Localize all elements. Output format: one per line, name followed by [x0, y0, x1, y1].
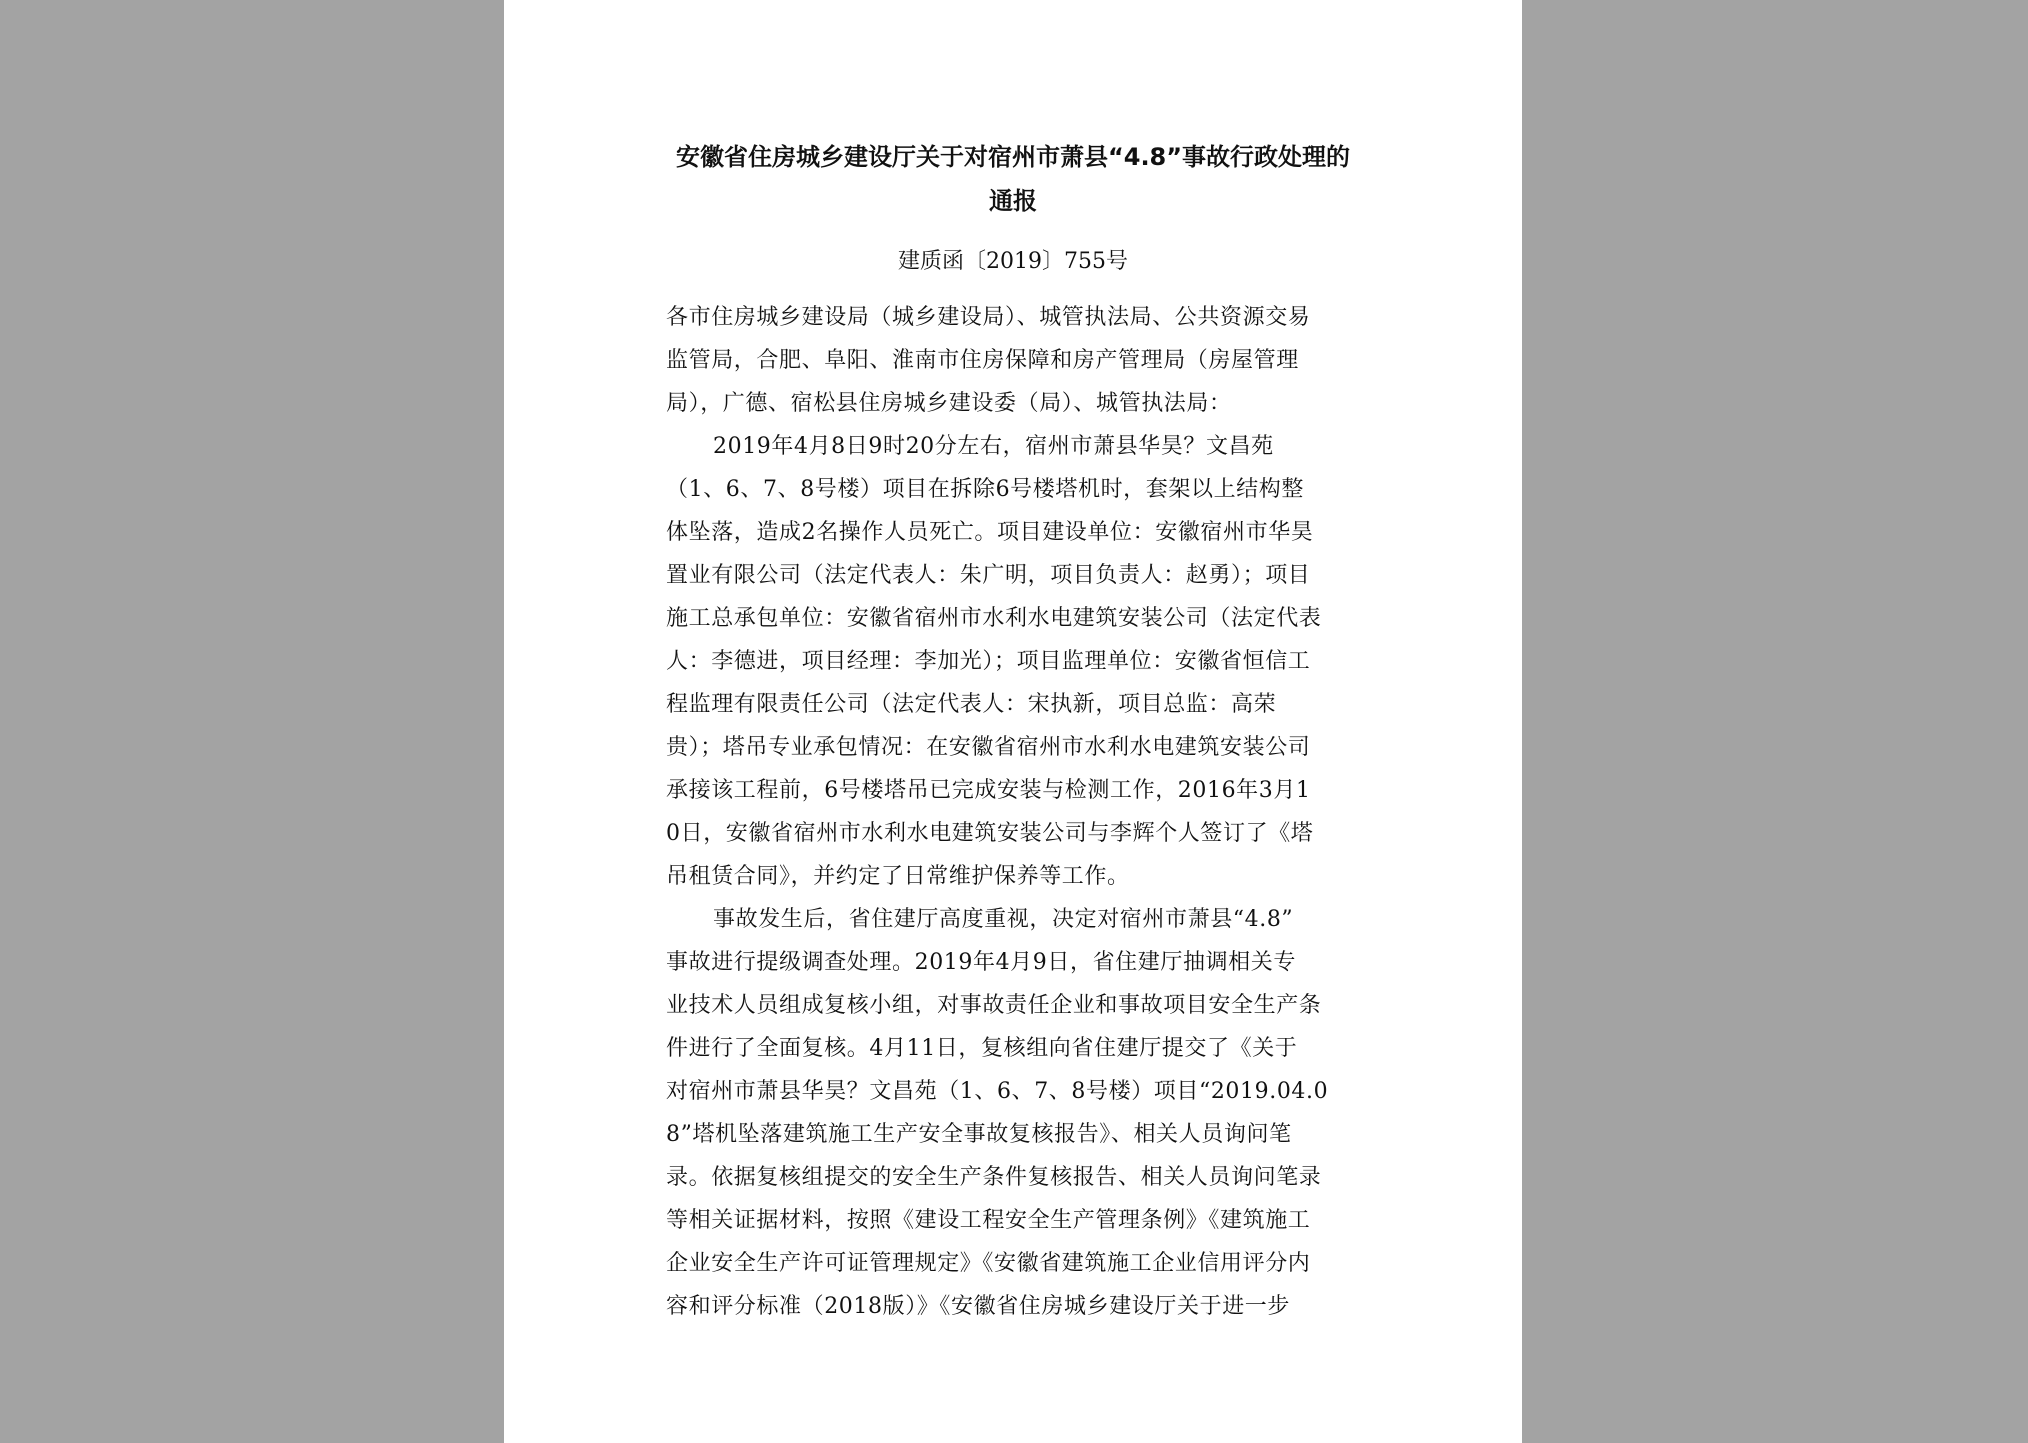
body-line: 置业有限公司（法定代表人：朱广明，项目负责人：赵勇）；项目: [666, 563, 1311, 588]
body-line: 施工总承包单位：安徽省宿州市水利水电建筑安装公司（法定代表: [666, 606, 1322, 631]
body-line: （1、6、7、8号楼）项目在拆除6号楼塔机时，套架以上结构整: [666, 477, 1304, 502]
body-line: 人：李德进，项目经理：李加光）；项目监理单位：安徽省恒信工: [666, 649, 1311, 674]
body-line: 2019年4月8日9时20分左右，宿州市萧县华昊？文昌苑: [713, 434, 1274, 459]
body-line: 企业安全生产许可证管理规定》《安徽省建筑施工企业信用评分内: [666, 1251, 1311, 1276]
document-page: [504, 0, 1522, 1443]
document-number: 建质函〔2019〕755号: [898, 249, 1128, 274]
body-line: 事故发生后，省住建厅高度重视，决定对宿州市萧县“4.8”: [713, 907, 1294, 932]
body-line: 监管局，合肥、阜阳、淮南市住房保障和房产管理局（房屋管理: [666, 348, 1299, 373]
body-line: 件进行了全面复核。4月11日，复核组向省住建厅提交了《关于: [666, 1036, 1298, 1061]
body-line: 8”塔机坠落建筑施工生产安全事故复核报告》、相关人员询问笔: [666, 1122, 1292, 1147]
body-line: 贵）；塔吊专业承包情况：在安徽省宿州市水利水电建筑安装公司: [666, 735, 1311, 760]
body-line: 0日，安徽省宿州市水利水电建筑安装公司与李辉个人签订了《塔: [666, 821, 1314, 846]
body-line: 事故进行提级调查处理。2019年4月9日，省住建厅抽调相关专: [666, 950, 1296, 975]
body-line: 各市住房城乡建设局（城乡建设局）、城管执法局、公共资源交易: [666, 305, 1311, 330]
document-title-line-1: 安徽省住房城乡建设厅关于对宿州市萧县“4.8”事故行政处理的: [675, 143, 1351, 171]
body-line: 程监理有限责任公司（法定代表人：宋执新，项目总监：高荣: [666, 692, 1277, 717]
body-line: 吊租赁合同》，并约定了日常维护保养等工作。: [666, 864, 1130, 889]
body-line: 体坠落，造成2名操作人员死亡。项目建设单位：安徽宿州市华昊: [666, 520, 1314, 545]
body-line: 局），广德、宿松县住房城乡建设委（局）、城管执法局：: [666, 391, 1232, 416]
body-line: 对宿州市萧县华昊？文昌苑（1、6、7、8号楼）项目“2019.04.0: [666, 1079, 1329, 1104]
body-line: 等相关证据材料，按照《建设工程安全生产管理条例》《建筑施工: [666, 1208, 1311, 1233]
body-line: 录。依据复核组提交的安全生产条件复核报告、相关人员询问笔录: [666, 1165, 1322, 1190]
document-title-line-2: 通报: [989, 187, 1037, 215]
body-line: 承接该工程前，6号楼塔吊已完成安装与检测工作，2016年3月1: [666, 778, 1311, 803]
body-line: 容和评分标准（2018版）》《安徽省住房城乡建设厅关于进一步: [666, 1294, 1290, 1319]
body-line: 业技术人员组成复核小组，对事故责任企业和事故项目安全生产条: [666, 993, 1322, 1018]
